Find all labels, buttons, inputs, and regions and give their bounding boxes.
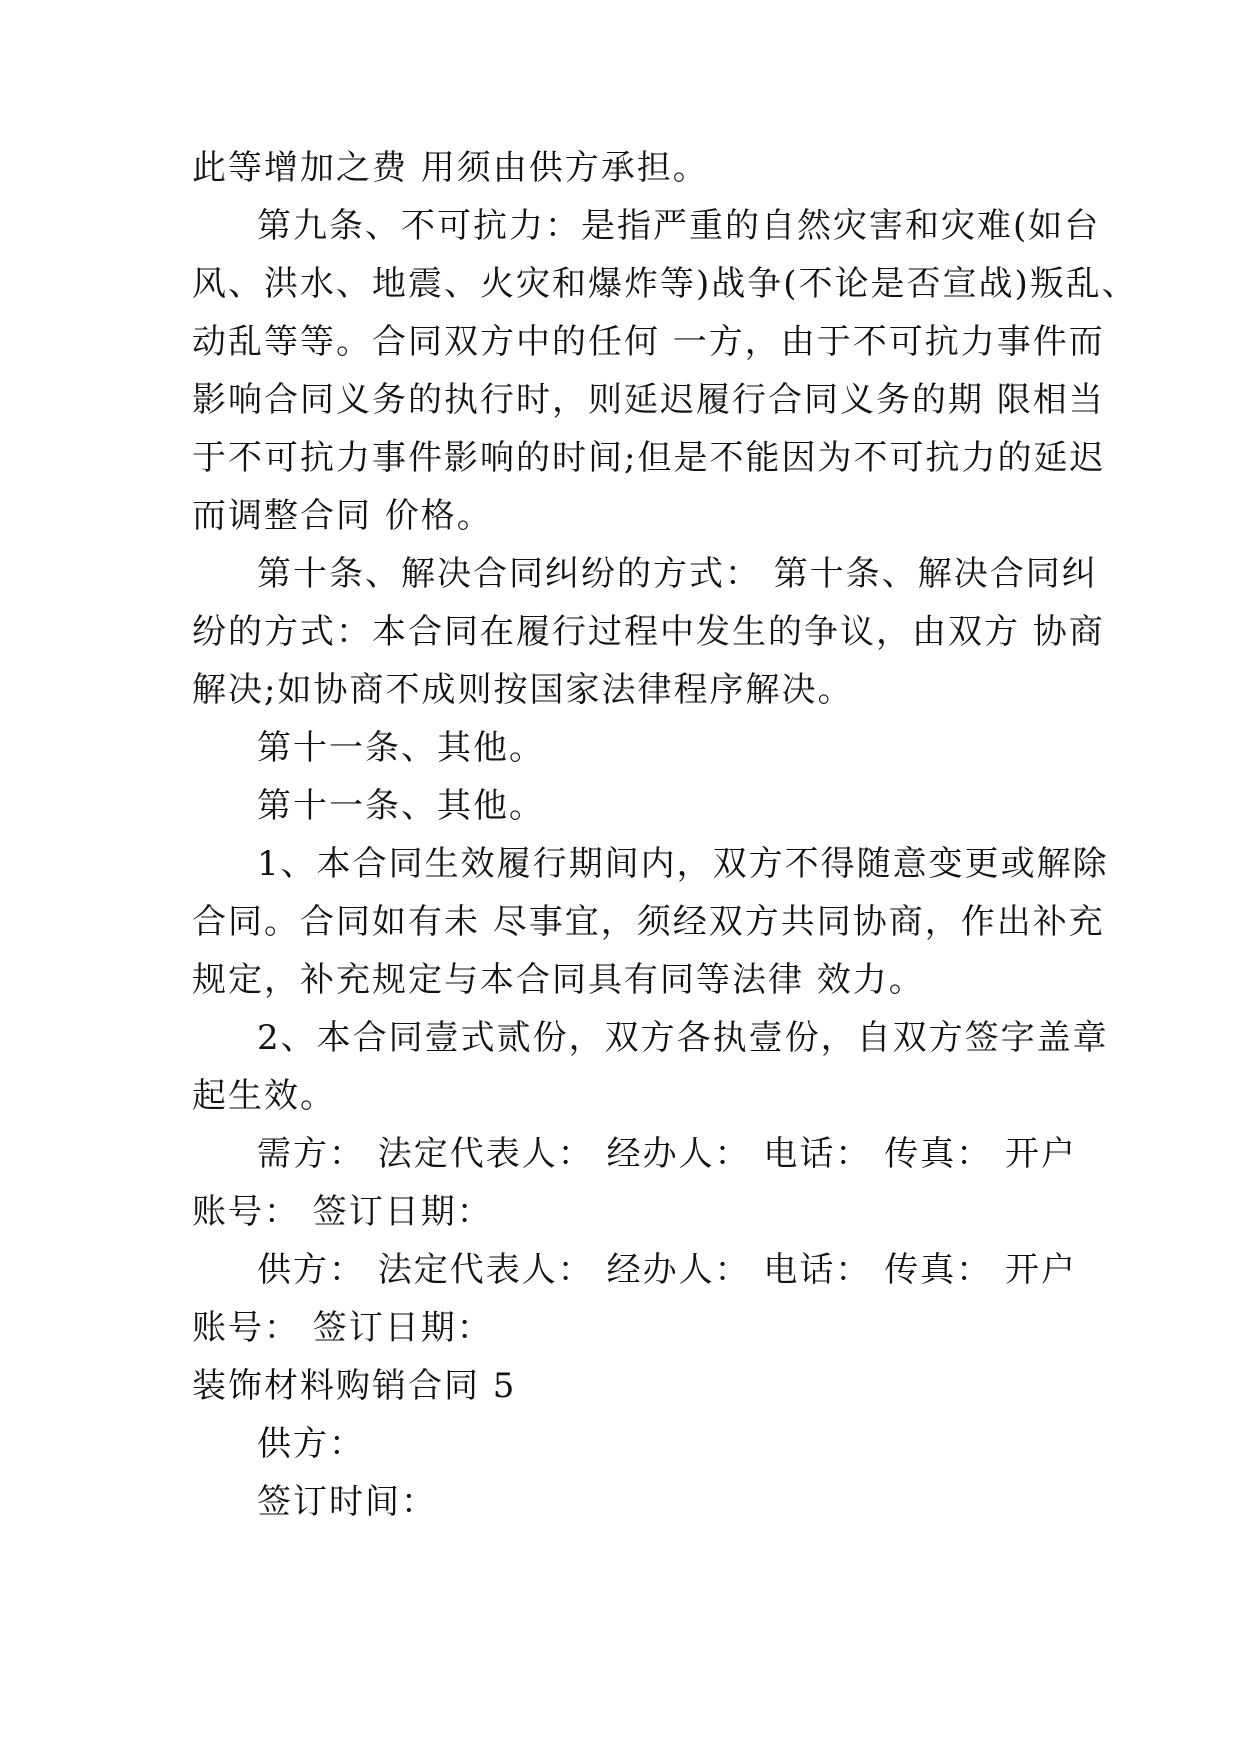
signing-time-label: 签订时间： — [257, 1482, 437, 1522]
text-line: 解决;如协商不成则按国家法律程序解决。 — [192, 670, 854, 710]
text-line: 于不可抗力事件影响的时间;但是不能因为不可抗力的延迟 — [192, 438, 1106, 478]
text-line: 动乱等等。合同双方中的任何 一方，由于不可抗力事件而 — [192, 322, 1105, 362]
article-11-heading-repeat: 第十一条、其他。 — [257, 786, 545, 826]
text-line: 纷的方式：本合同在履行过程中发生的争议，由双方 协商 — [192, 612, 1105, 652]
buyer-account-date-fields: 账号： 签订日期： — [192, 1192, 493, 1232]
supplier-signature-fields: 供方： 法定代表人： 经办人： 电话： 传真： 开户 — [257, 1250, 1078, 1290]
text-line: 起生效。 — [192, 1076, 336, 1116]
article-11-heading: 第十一条、其他。 — [257, 728, 545, 768]
text-line: 合同。合同如有未 尽事宜，须经双方共同协商，作出补充 — [192, 902, 1105, 942]
contract-title: 装饰材料购销合同 5 — [192, 1366, 517, 1406]
supplier-label: 供方： — [257, 1424, 365, 1464]
text-line: 而调整合同 价格。 — [192, 496, 493, 536]
text-line: 此等增加之费 用须由供方承担。 — [192, 148, 709, 188]
text-line: 风、洪水、地震、火灾和爆炸等)战争(不论是否宣战)叛乱、 — [192, 264, 1138, 304]
text-line: 规定，补充规定与本合同具有同等法律 效力。 — [192, 960, 925, 1000]
clause-1-line: 1、本合同生效履行期间内，双方不得随意变更或解除 — [257, 844, 1109, 884]
buyer-signature-fields: 需方： 法定代表人： 经办人： 电话： 传真： 开户 — [257, 1134, 1078, 1174]
article-10-heading-line: 第十条、解决合同纠纷的方式： 第十条、解决合同纠 — [257, 554, 1098, 594]
article-9-heading-line: 第九条、不可抗力：是指严重的自然灾害和灾难(如台 — [257, 206, 1101, 246]
text-line: 影响合同义务的执行时，则延迟履行合同义务的期 限相当 — [192, 380, 1105, 420]
supplier-account-date-fields: 账号： 签订日期： — [192, 1308, 493, 1348]
clause-2-line: 2、本合同壹式贰份，双方各执壹份，自双方签字盖章 — [257, 1018, 1109, 1058]
